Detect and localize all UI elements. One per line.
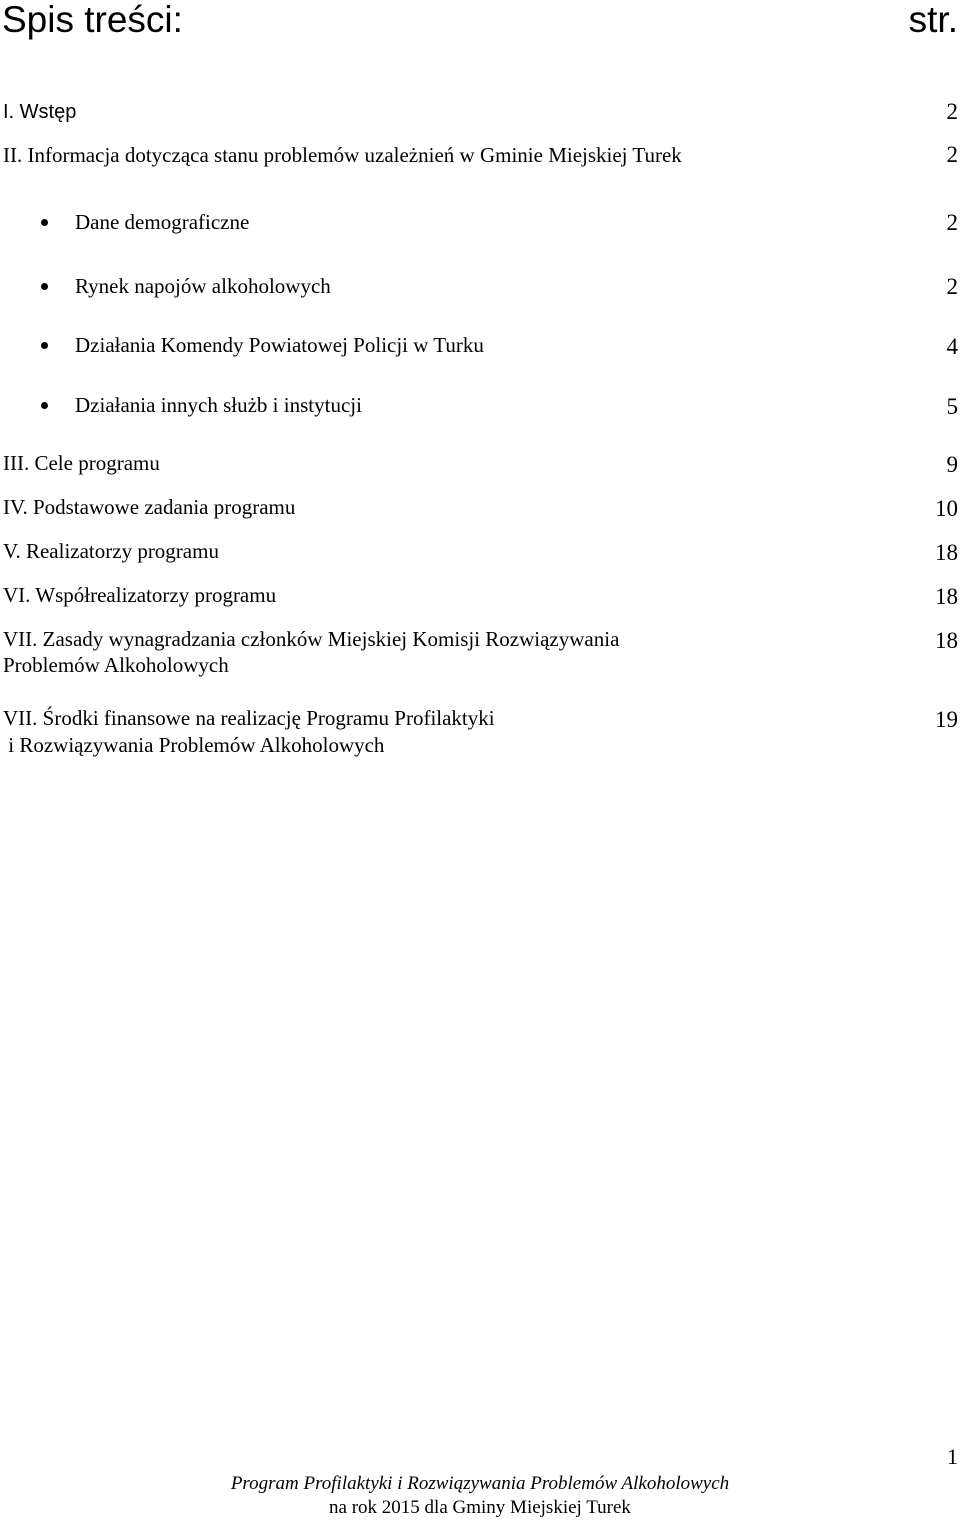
toc-subitem-police: Działania Komendy Powiatowej Policji w Turku <box>75 333 484 357</box>
toc-page-remuneration: 18 <box>935 628 958 653</box>
bullet-icon <box>41 219 48 226</box>
toc-item-remuneration-line2: Problemów Alkoholowych <box>3 653 229 677</box>
toc-subitem-alcohol-market: Rynek napojów alkoholowych <box>75 274 331 298</box>
page-column-heading: str. <box>908 0 958 40</box>
toc-item-funds-line2: i Rozwiązywania Problemów Alkoholowych <box>3 733 385 757</box>
toc-item-information: II. Informacja dotycząca stanu problemów uzależnień w Gminie Miejskiej Turek <box>3 143 682 167</box>
toc-item-intro: I. Wstęp <box>3 101 77 123</box>
footer-title: Program Profilaktyki i Rozwiązywania Problemów Alkoholowych <box>230 1473 730 1494</box>
bullet-icon <box>41 342 48 349</box>
toc-item-basic-tasks: IV. Podstawowe zadania programu <box>3 495 296 519</box>
page-number: 1 <box>947 1444 958 1469</box>
toc-subitem-other-services: Działania innych służb i instytucji <box>75 393 362 417</box>
toc-item-co-implementers: VI. Współrealizatorzy programu <box>3 583 277 607</box>
toc-page-funds: 19 <box>935 707 958 732</box>
footer-subtitle: na rok 2015 dla Gminy Miejskiej Turek <box>329 1497 631 1518</box>
toc-page-intro: 2 <box>946 99 958 124</box>
toc-page-alcohol-market: 2 <box>946 274 958 299</box>
toc-page-information: 2 <box>946 142 958 167</box>
toc-item-funds-line1: VII. Środki finansowe na realizację Programu Profilaktyki <box>3 706 495 730</box>
toc-page-demographics: 2 <box>946 210 958 235</box>
bullet-icon <box>41 283 48 290</box>
toc-page-basic-tasks: 10 <box>935 496 958 521</box>
toc-heading: Spis treści: <box>2 0 183 40</box>
toc-page-goals: 9 <box>946 452 958 477</box>
toc-item-goals: III. Cele programu <box>3 451 160 475</box>
toc-page-implementers: 18 <box>935 540 958 565</box>
toc-page-police: 4 <box>946 334 958 359</box>
toc-subitem-demographics: Dane demograficzne <box>75 210 250 234</box>
toc-item-remuneration-line1: VII. Zasady wynagradzania członków Miejskiej Komisji Rozwiązywania <box>3 627 620 651</box>
bullet-icon <box>41 402 48 409</box>
toc-page-other-services: 5 <box>946 394 958 419</box>
toc-item-implementers: V. Realizatorzy programu <box>3 539 219 563</box>
toc-page-co-implementers: 18 <box>935 584 958 609</box>
